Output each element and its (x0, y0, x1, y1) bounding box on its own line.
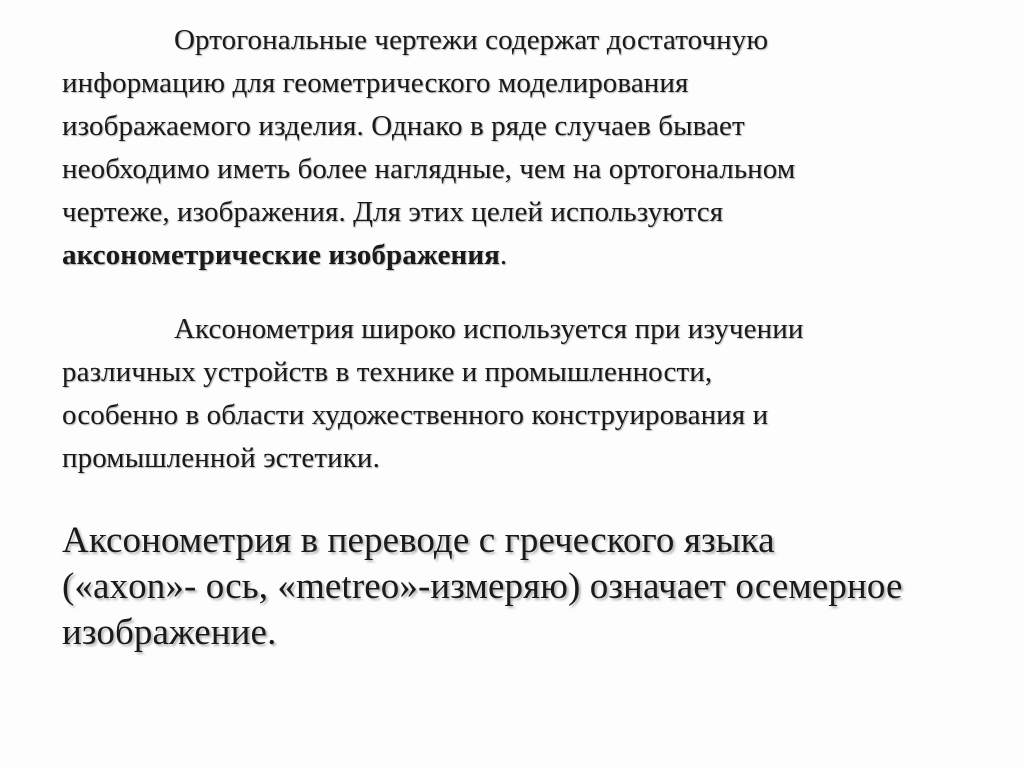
text-line: изображение. (62, 612, 277, 653)
text-line (62, 234, 982, 277)
text-line: особенно в области художественного конструирования и (62, 399, 769, 431)
text-line: Ортогональные чертежи содержат достаточную (174, 24, 769, 56)
text-line: («axon»- ось, «metreo»-измеряю) означает осемерное (62, 566, 903, 607)
text-tail: . (372, 442, 380, 474)
text-line: чертеже, изображения. Для этих целей используются (62, 196, 724, 228)
paragraph-axonometry-usage (62, 308, 982, 480)
text-line: Аксонометрия широко используется при изучении (174, 313, 804, 345)
paragraph-axonometry-definition (62, 518, 982, 656)
paragraph-orthogonal-drawings (62, 19, 982, 277)
bold-term: аксонометрические изображения (62, 239, 500, 271)
text-line: изображаемого изделия. Однако в ряде случаев бывает (62, 110, 745, 142)
text-line: необходимо иметь более наглядные, чем на ортогональном (62, 153, 796, 185)
text-line: Аксонометрия в переводе с греческого языка (62, 520, 775, 561)
text-line: информацию для геометрического моделирования (62, 67, 689, 99)
text-line: различных устройств в технике и промышленности, (62, 356, 713, 388)
text-part: промышленной эстетики (62, 442, 373, 474)
text-line (62, 437, 982, 480)
text-tail: . (499, 239, 508, 271)
